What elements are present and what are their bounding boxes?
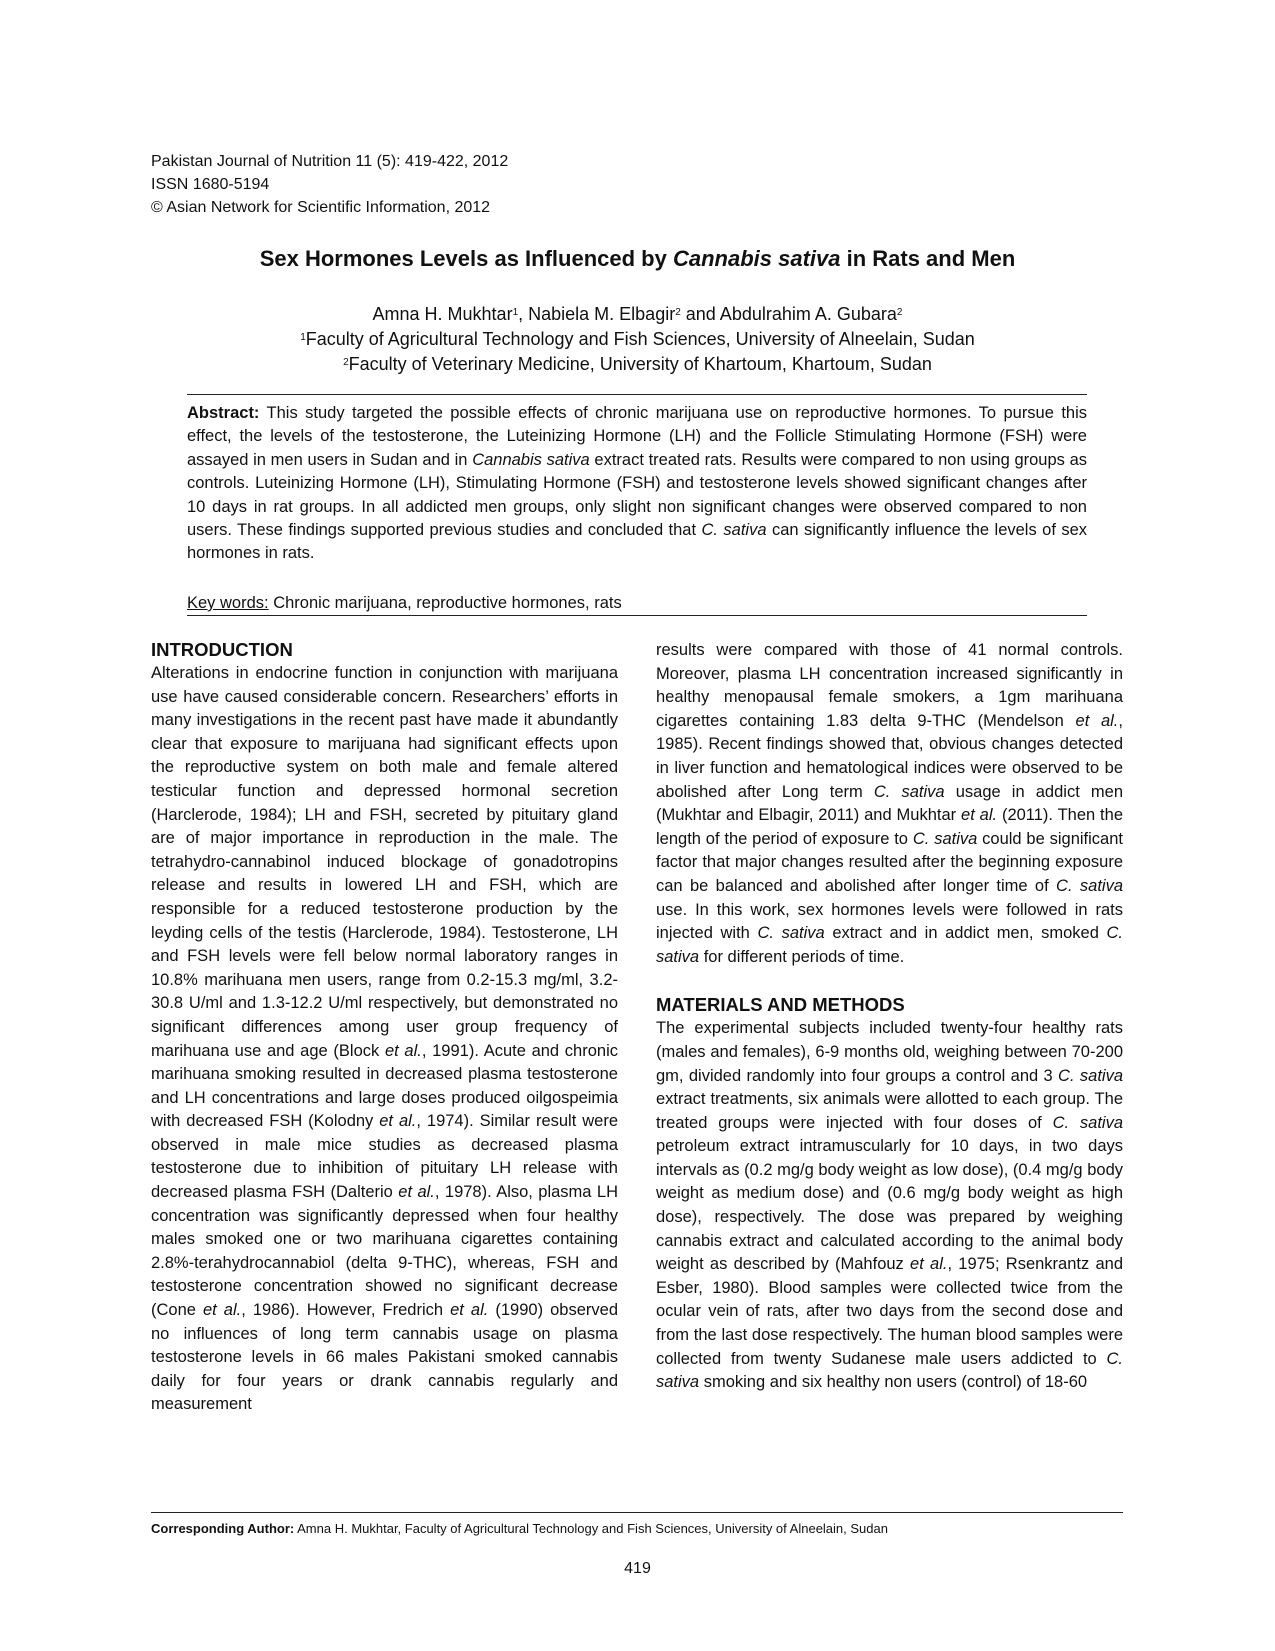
article-title xyxy=(0,246,1275,272)
affiliation-marker: 1 xyxy=(300,332,306,343)
abstract xyxy=(187,402,1087,566)
author-name: and Abdulrahim A. Gubara xyxy=(680,304,897,324)
affiliation-marker: 2 xyxy=(896,307,903,318)
body-italic: et al. xyxy=(384,1041,422,1060)
body-text: could be significant factor that major changes resulted after the beginning exposure can be balanced and abolished after longer time of xyxy=(656,829,1123,895)
journal-info xyxy=(151,150,508,219)
abstract-top-rule xyxy=(187,394,1087,395)
body-text: petroleum extract intramuscularly for 10 days, in two days intervals as (0.2 mg/g body weight as low dose), (0.4 mg/g body weight as medium dose) and (0.6 mg/g body weight as high dose), respectively. The dose was prepared by weighing cannabis extract and calculated according to the animal body weight as described by (Mahfouz xyxy=(656,1137,1123,1274)
affiliation-1 xyxy=(0,327,1275,352)
right-column xyxy=(656,639,1123,1395)
journal-copyright: © Asian Network for Scientific Information, 2012 xyxy=(151,199,491,216)
abstract-italic: Cannabis sativa xyxy=(472,450,590,469)
body-text: extract treatments, six animals were allotted to each group. The treated groups were injected with four doses of xyxy=(656,1090,1123,1132)
affiliation-marker: 2 xyxy=(675,307,681,318)
abstract-text: This study targeted the possible effects of chronic marijuana use on reproductive hormones. To pursue this effect, the levels of the testosterone, the Luteinizing Hormone (LH) and the Follicle Stimulating Hormone (FSH) were assayed in men users in Sudan and in xyxy=(187,404,1087,469)
body-italic: et al. xyxy=(398,1183,435,1202)
author-name: Amna H. Mukhtar xyxy=(372,304,513,324)
affiliation-text: Faculty of Veterinary Medicine, University of Khartoum, Khartoum, Sudan xyxy=(348,354,932,374)
affiliation-marker: 1 xyxy=(512,307,519,318)
title-text-end: in Rats and Men xyxy=(840,246,1016,271)
body-italic: C. sativa xyxy=(1058,1066,1123,1085)
body-text: , 1978). Also, plasma LH concentration was significantly depressed when four healthy males smoked one or two marihuana cigarettes containing 2.8%-terahydrocannabiol (delta 9-THC), whereas, FSH and testosterone concentration showed no significant decrease (Cone xyxy=(151,1183,618,1320)
section-gap xyxy=(656,969,1123,993)
body-text: , 1986). However, Fredrich xyxy=(241,1301,451,1320)
introduction-heading: INTRODUCTION xyxy=(151,639,293,660)
journal-issn: ISSN 1680-5194 xyxy=(151,176,270,193)
body-text: Alterations in endocrine function in conjunction with marijuana use have caused considerable concern. Researchers’ efforts in many investigations in the recent past have made it abundantly clear that exposure to marijuana had significant effects upon the reproductive system on both male and female altered testicular function and depressed hormonal secretion (Harclerode, 1984); LH and FSH, secreted by pituitary gland are of major importance in reproduction in the male. The tetrahydro-cannabinol induced blockage of gonadotropins release and results in lowered LH and FSH, which are responsible for a reduced testosterone production by the leyding cells of the testis (Harclerode, 1984). Testosterone, LH and FSH levels were fell below normal laboratory ranges in 10.8% marihuana men users, range from 0.2-15.3 mg/ml, 3.2-30.8 U/ml and 1.3-12.2 U/ml respectively, but demonstrated no significant differences among user group frequency of marihuana use and age (Block xyxy=(151,664,618,1060)
keywords-bottom-rule xyxy=(187,615,1087,616)
body-text: , 1991). Acute and chronic marihuana smoking resulted in decreased plasma testosterone and LH concentrations and large doses produced oilgospeimia with decreased FSH (Kolodny xyxy=(151,1041,618,1131)
body-text: , 1974). Similar result were observed in male mice studies as decreased plasma testosterone due to inhibition of pituitary LH release with decreased plasma FSH (Dalterio xyxy=(151,1112,618,1202)
title-text: Sex Hormones Levels as Influenced by xyxy=(259,246,673,271)
body-text: The experimental subjects included twenty-four healthy rats (males and females), 6-9 months old, weighing between 70-200 gm, divided randomly into four groups a control and 3 xyxy=(656,1019,1123,1085)
journal-citation: Pakistan Journal of Nutrition 11 (5): 419-422, 2012 xyxy=(151,153,509,170)
body-italic: C. sativa xyxy=(873,782,945,801)
introduction-continued xyxy=(656,639,1123,969)
body-italic: C. sativa xyxy=(656,924,1123,966)
body-italic: C. sativa xyxy=(656,1349,1123,1392)
title-species: Cannabis sativa xyxy=(672,246,841,271)
body-italic: et al. xyxy=(961,806,998,825)
body-italic: et al. xyxy=(203,1301,242,1320)
body-italic: C. sativa xyxy=(757,924,825,943)
body-text: smoking and six healthy non users (control) of 18-60 xyxy=(699,1373,1088,1392)
affiliation-text: Faculty of Agricultural Technology and Fish Sciences, University of Alneelain, Sudan xyxy=(305,329,975,349)
footnote-rule xyxy=(151,1512,1123,1513)
author-block xyxy=(0,302,1275,377)
body-text: results were compared with those of 41 normal controls. Moreover, plasma LH concentration increased significantly in healthy menopausal female smokers, a 1gm marihuana cigarettes containing 1.83 delta 9-THC (Mendelson xyxy=(656,641,1123,730)
abstract-italic: C. sativa xyxy=(701,521,767,540)
corresponding-author-note xyxy=(151,1521,1121,1536)
methods-paragraph xyxy=(656,1017,1123,1395)
keywords-text: Chronic marijuana, reproductive hormones, rats xyxy=(268,594,622,612)
body-italic: C. sativa xyxy=(1052,1113,1123,1132)
corresponding-author-label: Corresponding Author: xyxy=(151,1521,295,1536)
abstract-label: Abstract: xyxy=(187,404,260,422)
abstract-text: extract treated rats. Results were compared to non using groups as controls. Luteinizing Hormone (LH), Stimulating Hormone (FSH) and testosterone levels showed significant changes after 10 days in rat groups. In all addicted men groups, only slight non significant changes were observed compared to non users. These findings supported previous studies and concluded that xyxy=(187,450,1088,540)
body-text: usage in addict men (Mukhtar and Elbagir, 2011) and Mukhtar xyxy=(656,782,1124,825)
body-text: use. In this work, sex hormones levels were followed in rats injected with xyxy=(656,900,1123,943)
introduction-paragraph xyxy=(151,662,618,1417)
body-italic: et al. xyxy=(450,1301,489,1320)
body-text: extract and in addict men, smoked xyxy=(824,924,1107,943)
abstract-text: can significantly influence the levels of sex hormones in rats. xyxy=(187,521,1087,563)
body-text: (1990) observed no influences of long term cannabis usage on plasma testosterone levels in 66 males Pakistani smoked cannabis daily for four years or drank cannabis regularly and measurement xyxy=(151,1301,618,1414)
body-text: for different periods of time. xyxy=(699,947,905,966)
corresponding-author-text: Amna H. Mukhtar, Faculty of Agricultural Technology and Fish Sciences, University of Alneelain, Sudan xyxy=(294,1521,888,1536)
body-italic: C. sativa xyxy=(912,829,978,848)
author-name: , Nabiela M. Elbagir xyxy=(518,304,676,324)
body-italic: et al. xyxy=(379,1112,417,1131)
affiliation-2 xyxy=(0,352,1275,377)
author-list xyxy=(0,302,1275,327)
body-text: , 1985). Recent findings showed that, obvious changes detected in liver function and hematological indices were observed to be abolished after Long term xyxy=(656,711,1123,801)
body-text: (2011). Then the length of the period of exposure to xyxy=(656,806,1123,848)
body-text: , 1975; Rsenkrantz and Esber, 1980). Blood samples were collected twice from the ocular vein of rats, after two days from the second dose and from the last dose respectively. The human blood samples were collected from twenty Sudanese male users addicted to xyxy=(656,1255,1123,1368)
keywords-label: Key words: xyxy=(187,594,269,612)
body-italic: C. sativa xyxy=(1056,876,1123,895)
affiliation-marker: 2 xyxy=(343,357,349,368)
body-italic: et al. xyxy=(910,1255,948,1274)
body-italic: et al. xyxy=(1075,711,1119,730)
left-column xyxy=(151,638,618,1417)
keywords xyxy=(187,592,1087,614)
methods-heading: MATERIALS AND METHODS xyxy=(656,994,905,1016)
page-number: 419 xyxy=(624,1560,651,1577)
